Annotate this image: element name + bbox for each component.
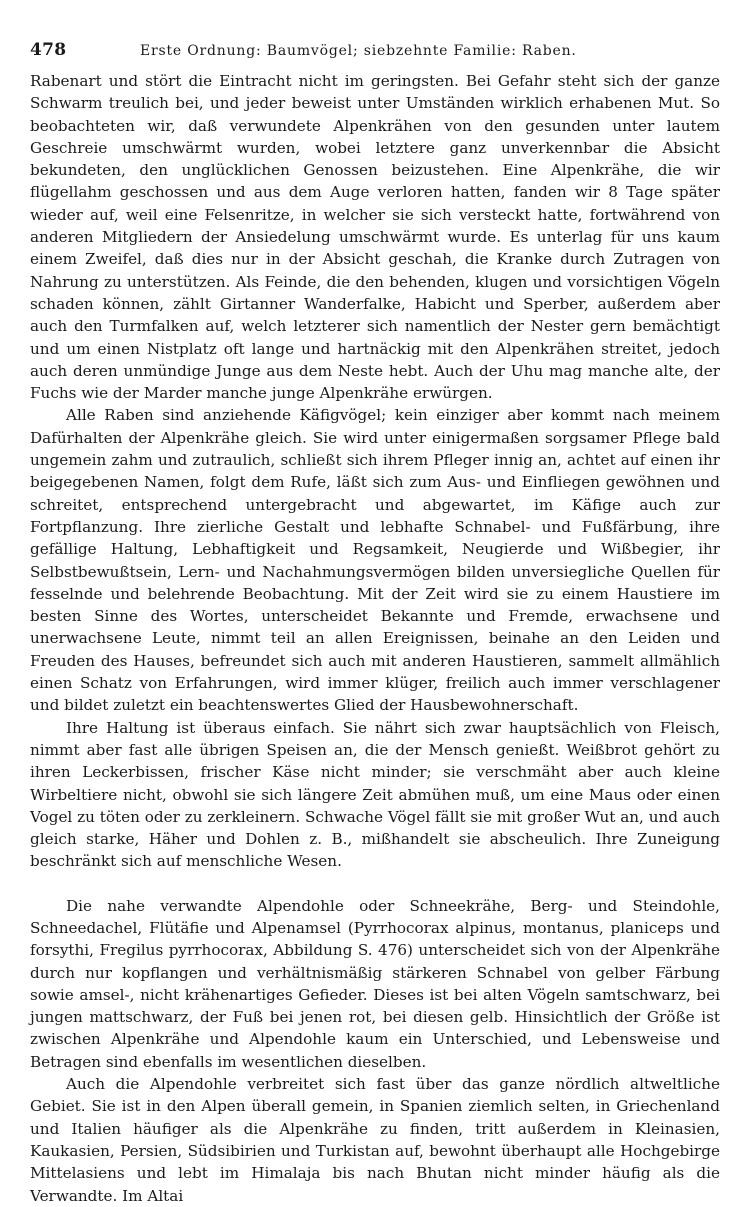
book-page (30, 40, 720, 1207)
paragraph-5: Auch die Alpendohle verbreitet sich fast über das ganze nördlich altweltliche Gebiet. Sie ist in den Alpen überall gemein, in Spanien ziemlich selten, in Griechenland und Italien häufiger als die Alpenkrähe zu finden, tritt außerdem in Kleinasien, Kaukasien, Persien, Südsibirien und Turkistan auf, bewohnt überhaupt alle Hochgebirge Mittelasiens und lebt im Himalaja bis nach Bhutan nicht minder häufig als die Verwandte. Im Altai (30, 1075, 720, 1205)
paragraph-2: Alle Raben sind anziehende Käfigvögel; kein einziger aber kommt nach meinem Dafürhalten der Alpenkrähe gleich. Sie wird unter einigermaßen sorgsamer Pflege bald ungemein zahm und zutraulich, schließt sich ihrem Pfleger innig an, achtet auf einen ihr beigegebenen Namen, folgt dem Rufe, läßt sich zum Aus- und Einfliegen gewöhnen und schreitet, entsprechend untergebracht und abgewartet, im Käfige auch zur Fortpflanzung. Ihre zierliche Gestalt und lebhafte Schnabel- und Fußfärbung, ihre gefällige Haltung, Lebhaftigkeit und Regsamkeit, Neugierde und Wißbegier, ihr Selbstbewußtsein, Lern- und Nachahmungsvermögen bilden unversiegliche Quellen für fesselnde und belehrende Beobachtung. Mit der Zeit wird sie zu einem Haustiere im besten Sinne des Wortes, unterscheidet Bekannte und Fremde, erwachsene und unerwachsene Leute, nimmt teil an allen Ereignissen, beinahe an den Leiden und Freuden des Hauses, befreundet sich auch mit anderen Haustieren, sammelt allmählich einen Schatz von Erfahrungen, wird immer klüger, freilich auch immer verschlagener und bildet zuletzt ein beachtenswertes Glied der Hausbewohnerschaft. (30, 406, 720, 715)
paragraph-1: Rabenart und stört die Eintracht nicht im geringsten. Bei Gefahr steht sich der ganze Schwarm treulich bei, und jeder beweist unter Umständen wirklich erhabenen Mut. So beobachteten wir, daß verwundete Alpenkrähen von den gesunden unter lautem Geschreie umschwärmt wurden, wobei letztere ganz unverkennbar die Absicht bekundeten, den unglücklichen Genossen beizustehen. Eine Alpenkrähe, die wir flügellahm geschossen und aus dem Auge verloren hatten, fanden wir 8 Tage später wieder auf, weil eine Felsenritze, in welcher sie sich versteckt hatte, fortwährend von anderen Mitgliedern der Ansiedelung umschwärmt wurde. Es unterlag für uns kaum einem Zweifel, daß dies nur in der Absicht geschah, die Kranke durch Zutragen von Nahrung zu unterstützen. Als Feinde, die den behenden, klugen und vorsichtigen Vögeln schaden können, zählt Girtanner Wanderfalke, Habicht und Sperber, außerdem aber auch den Turmfalken auf, welch letzterer sich namentlich der Nester gern bemächtigt und um einen Nistplatz oft lange und hartnäckig mit den Alpenkrähen streitet, jedoch auch deren unmündige Junge aus dem Neste hebt. Auch der Uhu mag manche alte, der Fuchs wie der Marder manche junge Alpenkrähe erwürgen. (30, 72, 720, 403)
paragraph-3: Ihre Haltung ist überaus einfach. Sie nährt sich zwar hauptsächlich von Fleisch, nimmt aber fast alle übrigen Speisen an, die der Mensch genießt. Weißbrot gehört zu ihren Leckerbissen, frischer Käse nicht minder; sie verschmäht aber auch kleine Wirbeltiere nicht, obwohl sie sich längere Zeit abmühen muß, um eine Maus oder einen Vogel zu töten oder zu zerkleinern. Schwache Vögel fällt sie mit großer Wut an, und auch gleich starke, Häher und Dohlen z. B., mißhandelt sie abscheulich. Ihre Zuneigung beschränkt sich auf menschliche Wesen. (30, 718, 720, 871)
page-number: 478 (30, 40, 67, 60)
running-head: Erste Ordnung: Baumvögel; siebzehnte Familie: Raben. (140, 43, 577, 59)
section-gap (30, 873, 720, 895)
page-header (30, 40, 720, 70)
paragraph-4: Die nahe verwandte Alpendohle oder Schneekrähe, Berg- und Steindohle, Schneedachel, Flütäfie und Alpenamsel (Pyrrhocorax alpinus, montanus, planiceps und forsythi, Fregilus pyrrhocorax, Abbildung S. 476) unterscheidet sich von der Alpenkrähe durch nur kopflangen und verhältnismäßig stärkeren Schnabel von gelber Färbung sowie amsel-, nicht krähenartiges Gefieder. Dieses ist bei alten Vögeln samtschwarz, bei jungen mattschwarz, der Fuß bei jenen rot, bei diesen gelb. Hinsichtlich der Größe ist zwischen Alpenkrähe und Alpendohle kaum ein Unterschied, und Lebensweise und Betragen sind ebenfalls im wesentlichen dieselben. (30, 896, 720, 1071)
